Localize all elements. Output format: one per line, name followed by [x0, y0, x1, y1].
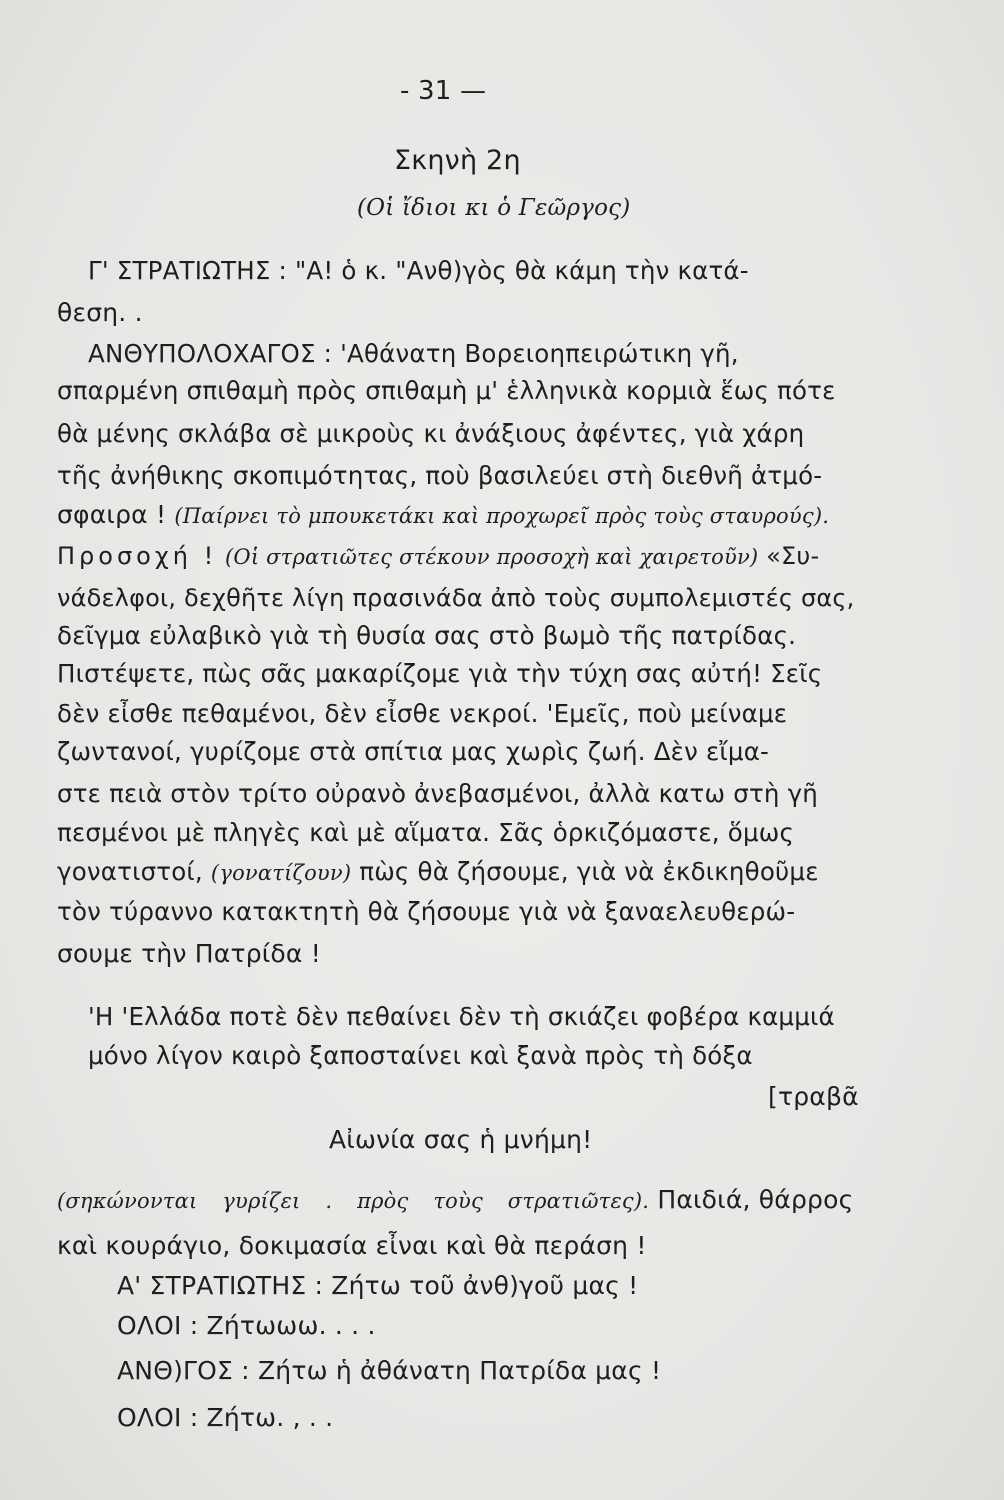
dialogue-text: σφαιρα ! — [57, 500, 167, 529]
dialogue-line: τῆς ἀνήθικης σκοπιμότητας, ποὺ βασιλεύει στὴ διεθνῆ ἀτμό- — [57, 461, 823, 490]
dialogue-line: δὲν εἶσθε πεθαμένοι, δὲν εἶσθε νεκροί. 'Εμεῖς, ποὺ μείναμε — [57, 699, 788, 728]
dialogue-line: Πιστέψετε, πὼς σᾶς μακαρίζομε γιὰ τὴν τύχη σας αὐτή! Σεῖς — [57, 659, 823, 688]
scene-title: Σκηνὴ 2η — [394, 145, 521, 176]
dialogue-text: γονατιστοί, — [57, 857, 203, 886]
dialogue-line: σπαρμένη σπιθαμὴ πρὸς σπιθαμὴ μ' ἑλληνικὰ κορμιὰ ἕως πότε — [57, 376, 836, 405]
stage-direction: (Παίρνει τὸ μπουκετάκι καὶ προχωρεῖ πρὸς τοὺς σταυρούς). — [174, 504, 830, 528]
stage-direction: (γονατίζουν) — [210, 861, 352, 885]
song-line-continuation: [τραβᾶ — [768, 1082, 859, 1111]
song-line: 'Η 'Ελλάδα ποτὲ δὲν πεθαίνει δὲν τὴ σκιάζει φοβέρα καμμιά — [88, 1002, 835, 1031]
dialogue-line: δεῖγμα εὐλαβικὸ γιὰ τὴ θυσία σας στὸ βωμὸ τῆς πατρίδας. — [57, 621, 797, 650]
dialogue-line: σουμε τὴν Πατρίδα ! — [57, 939, 321, 968]
dialogue-line: ζωντανοί, γυρίζομε στὰ σπίτια μας χωρὶς ζωή. Δὲν εἴμα- — [57, 737, 770, 766]
dialogue-text: Παιδιά, θάρρος — [657, 1185, 854, 1214]
dialogue-line: ΟΛΟΙ : Ζήτωωω. . . . — [117, 1311, 376, 1340]
dialogue-line: πεσμένοι μὲ πληγὲς καὶ μὲ αἵματα. Σᾶς ὁρκιζόμαστε, ὅμως — [57, 818, 795, 847]
page-number: - 31 — — [400, 76, 487, 106]
dialogue-line: τὸν τύραννο κατακτητὴ θὰ ζήσουμε γιὰ νὰ ξαναελευθερώ- — [57, 897, 796, 926]
stage-direction-intro: (Οἱ ἴδιοι κι ὁ Γεῶργος) — [357, 195, 631, 221]
command-text: Προσοχή ! — [57, 542, 218, 570]
dialogue-line: νάδελφοι, δεχθῆτε λίγη πρασινάδα ἀπὸ τοὺς συμπολεμιστές σας, — [57, 584, 855, 612]
memory-line: Αἰωνία σας ἡ μνήμη! — [329, 1125, 593, 1154]
dialogue-line: θεση. . — [57, 298, 143, 327]
dialogue-text: πὼς θὰ ζήσουμε, γιὰ νὰ ἐκδικηθοῦμε — [359, 857, 819, 886]
dialogue-line — [57, 500, 829, 531]
stage-direction: (Οἱ στρατιῶτες στέκουν προσοχὴ καὶ χαιρετοῦν) — [225, 545, 759, 569]
dialogue-text: «Συ- — [766, 542, 820, 570]
stage-direction: (σηκώνονται γυρίζει . πρὸς τοὺς στρατιῶτες). — [57, 1189, 650, 1213]
dialogue-line: ΑΝΘ)ΓΟΣ : Ζήτω ἡ ἀθάνατη Πατρίδα μας ! — [117, 1356, 662, 1385]
dialogue-line: θὰ μένης σκλάβα σὲ μικροὺς κι ἀνάξιους ἀφέντες, γιὰ χάρη — [57, 419, 805, 448]
dialogue-line — [57, 1185, 853, 1216]
dialogue-line: ΟΛΟΙ : Ζήτω. , . . — [117, 1403, 334, 1432]
dialogue-line: στε πειὰ στὸν τρίτο οὐρανὸ ἀνεβασμένοι, ἀλλὰ κατω στὴ γῆ — [57, 779, 819, 808]
dialogue-line — [57, 857, 819, 888]
song-line: μόνο λίγον καιρὸ ξαποσταίνει καὶ ξανὰ πρὸς τὴ δόξα — [88, 1041, 753, 1070]
dialogue-line: Γ' ΣΤΡΑΤΙΩΤΗΣ : "Α! ὁ κ. "Ανθ)γὸς θὰ κάμη τὴν κατά- — [88, 256, 749, 285]
dialogue-line — [57, 541, 819, 572]
dialogue-line: ΑΝΘΥΠΟΛΟΧΑΓΟΣ : 'Αθάνατη Βορειοηπειρώτικη γῆ, — [88, 339, 739, 368]
dialogue-line: καὶ κουράγιο, δοκιμασία εἶναι καὶ θὰ περάση ! — [57, 1231, 647, 1260]
dialogue-line: Α' ΣΤΡΑΤΙΩΤΗΣ : Ζήτω τοῦ ἀνθ)γοῦ μας ! — [117, 1271, 639, 1300]
